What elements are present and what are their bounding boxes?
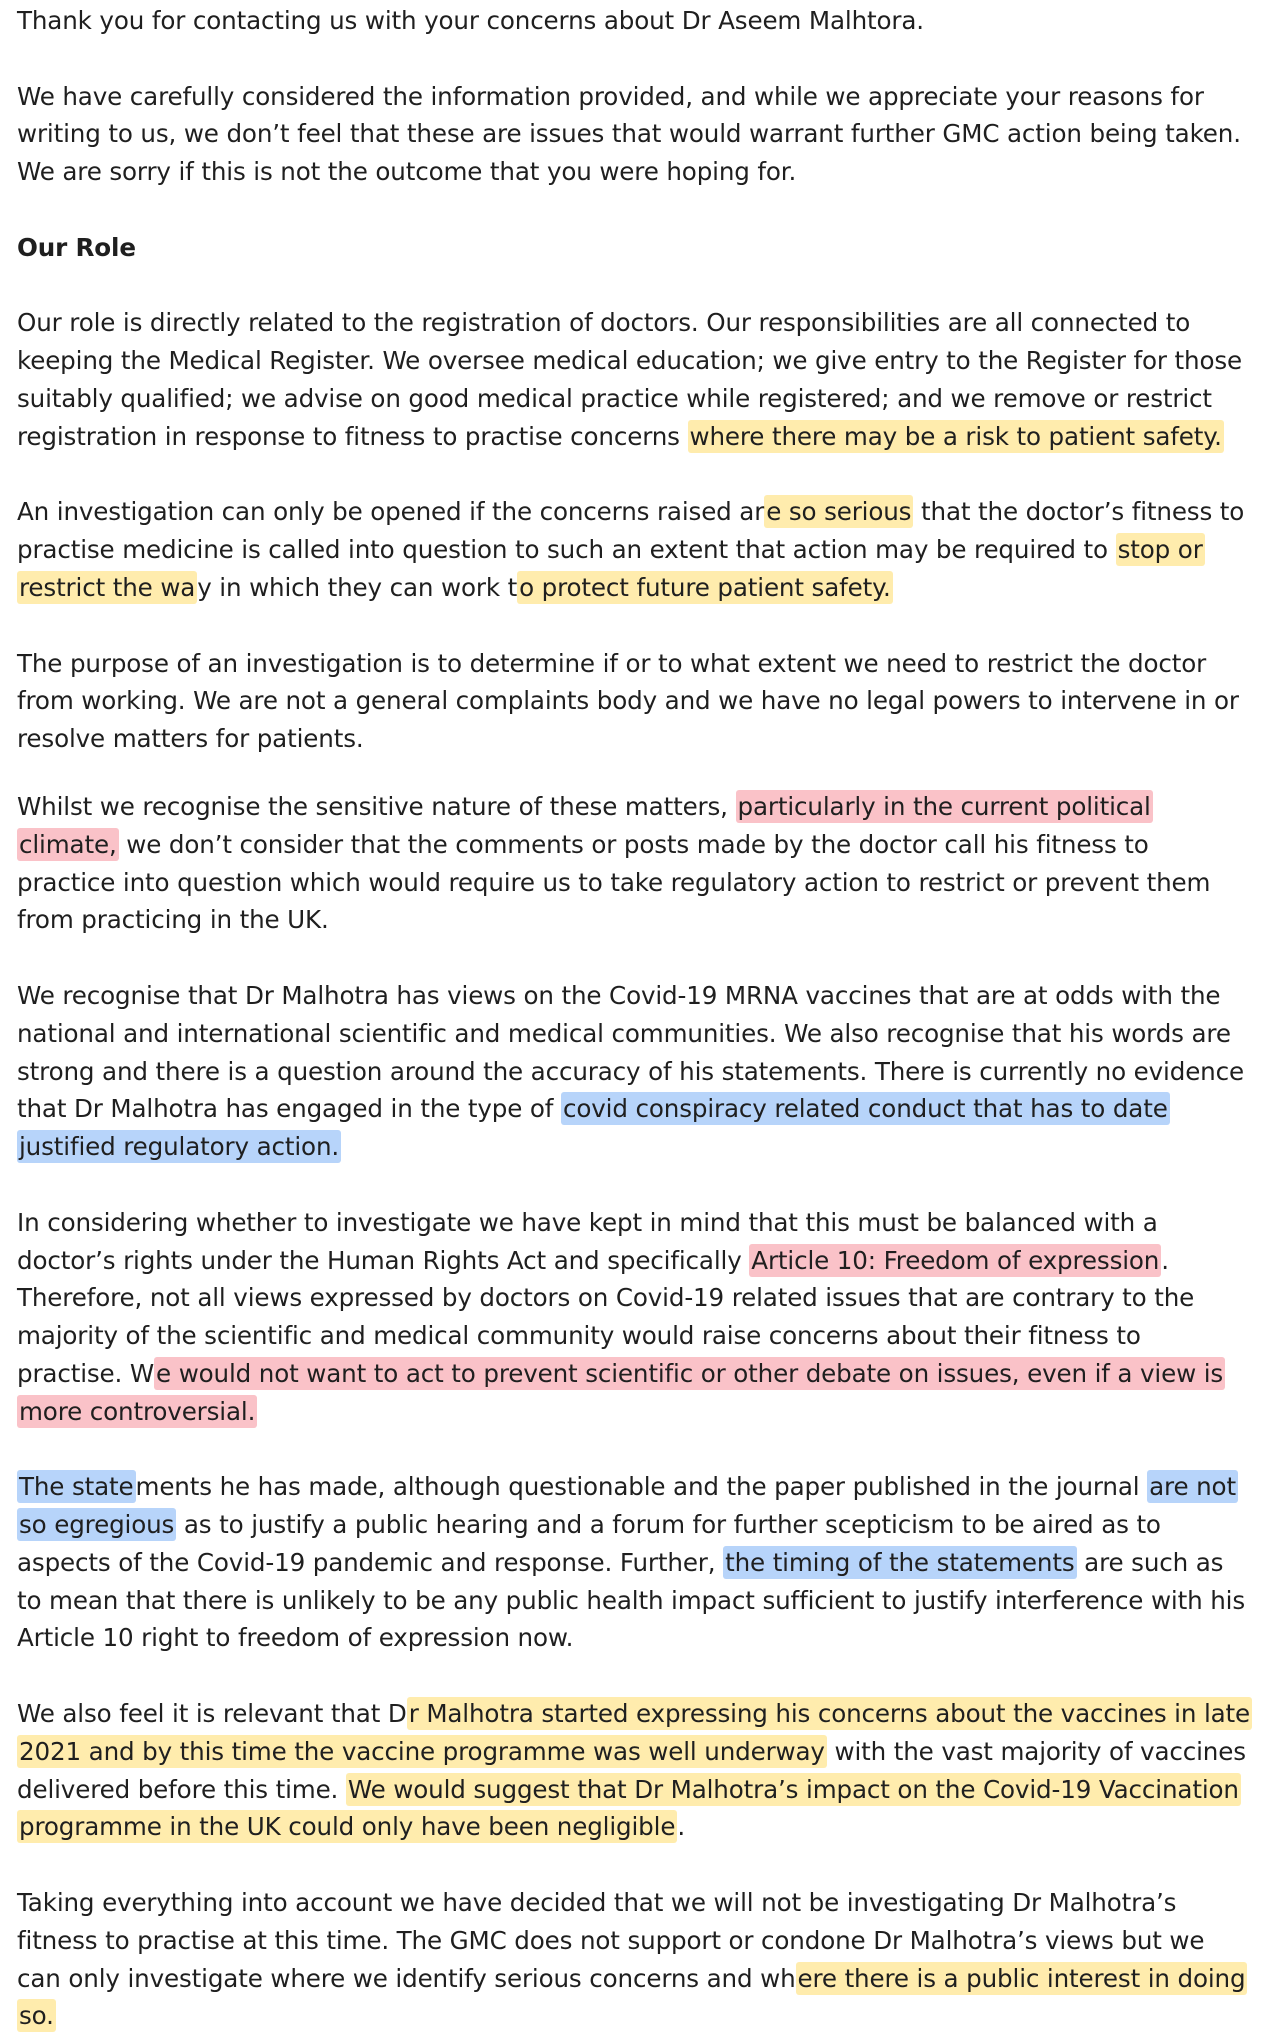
letter-paragraph — [17, 304, 1251, 455]
paragraph-text: We have carefully considered the information provided, and while we appreciate your reasons for writing to us, we don’t feel that these are issues that would warrant further GMC action being taken. We are sorry if this is not the outcome that you were hoping for. — [17, 81, 1241, 187]
highlight-red: Article 10: Freedom of expression — [751, 1245, 1160, 1275]
paragraph-text: y in which they can work t — [197, 572, 518, 602]
highlight-blue: The state — [19, 1472, 134, 1502]
paragraph-text: Whilst we recognise the sensitive nature of these matters, — [17, 791, 736, 821]
letter-paragraph — [17, 1884, 1251, 2035]
letter-paragraph — [17, 493, 1251, 606]
section-heading — [17, 229, 1251, 267]
paragraph-text: Taking everything into account we have decided that we will not be investigating Dr Malhotra’s fitness to practise at this time. The GMC does not support or condone Dr Malhotra’s views but we can only investigate where we identify serious concerns and wh — [17, 1888, 1205, 1993]
paragraph-text: as to justify a public hearing and a forum for further scepticism to be aired as to aspects of the Covid-19 pandemic and response. Further, — [17, 1510, 1161, 1577]
paragraph-text: Our role is directly related to the registration of doctors. Our responsibilities are all connected to keeping the Medical Register. We oversee medical education; we give entry to the Register for those suitably qualified; we advise on good medical practice while registered; and we remove or restrict registration in response to fitness to practise concerns — [17, 308, 1243, 451]
letter-paragraph — [17, 1204, 1251, 1431]
paragraph-text: . Therefore, not all views expressed by doctors on Covid-19 related issues that are contrary to the majority of the scientific and medical community would raise concerns about their fitness to practise. W — [17, 1245, 1195, 1388]
highlight-red: e would not want to act to prevent scientific or other debate on issues, even if a view is more controversial. — [19, 1358, 1224, 1426]
letter-paragraph — [17, 788, 1251, 939]
highlight-yellow: We would suggest that Dr Malhotra’s impact on the Covid-19 Vaccination programme in the UK could only have been negligible — [19, 1774, 1239, 1842]
paragraph-text: . — [677, 1812, 685, 1842]
highlight-blue: covid conspiracy related conduct that has to date justified regulatory action. — [19, 1094, 1168, 1162]
paragraph-text: that the doctor’s fitness to practise medicine is called into question to such an extent that action may be required to — [17, 497, 1245, 565]
highlight-red: particularly in the current political climate, — [19, 791, 1151, 859]
letter-paragraph — [17, 1695, 1251, 1846]
paragraph-text: An investigation can only be opened if the concerns raised ar — [17, 497, 765, 527]
paragraph-text: we don’t consider that the comments or posts made by the doctor call his fitness to practice into question which would require us to take regulatory action to restrict or prevent them from practicing in the UK. — [17, 829, 1211, 935]
paragraph-text: We also feel it is relevant that D — [17, 1699, 407, 1729]
paragraph-text: with the vast majority of vaccines delivered before this time. — [17, 1736, 1246, 1804]
paragraph-text: ments he has made, although questionable and the paper published in the journal — [135, 1472, 1148, 1502]
letter-paragraph — [17, 2, 1251, 40]
highlight-yellow: where there may be a risk to patient safety. — [689, 421, 1222, 451]
highlight-blue: are not so egregious — [19, 1472, 1236, 1540]
paragraph-text: The purpose of an investigation is to determine if or to what extent we need to restrict the doctor from working. We are not a general complaints body and we have no legal powers to intervene in or resolve matters for patients. — [17, 648, 1239, 754]
paragraph-text: We recognise that Dr Malhotra has views on the Covid-19 MRNA vaccines that are at odds with the national and international scientific and medical communities. We also recognise that his words are strong and there is a question around the accuracy of his statements. There is currently no evidence that Dr Malhotra has engaged in the type of — [17, 980, 1244, 1124]
paragraph-text: Thank you for contacting us with your concerns about Dr Aseem Malhtora. — [17, 6, 924, 35]
letter-paragraph — [17, 645, 1251, 758]
paragraph-text: are such as to mean that there is unlikely to be any public health impact sufficient to justify interference with his Article 10 right to freedom of expression now. — [17, 1547, 1245, 1653]
highlight-yellow: stop or restrict the wa — [19, 535, 1203, 602]
highlight-blue: the timing of the statements — [725, 1547, 1075, 1577]
letter-paragraph — [17, 977, 1251, 1166]
highlight-yellow: e so serious — [766, 497, 912, 527]
highlight-yellow: r Malhotra started expressing his concerns about the vaccines in late 2021 and by this time the vaccine programme was well underway — [19, 1699, 1251, 1766]
paragraph-text: Our Role — [17, 232, 136, 262]
letter-paragraph — [17, 1468, 1251, 1657]
highlight-yellow: ere there is a public interest in doing so. — [19, 1963, 1246, 2031]
paragraph-text: In considering whether to investigate we have kept in mind that this must be balanced with a doctor’s rights under the Human Rights Act and specifically — [17, 1207, 1158, 1275]
highlight-yellow: o protect future patient safety. — [519, 572, 891, 602]
letter-paragraph — [17, 78, 1251, 191]
